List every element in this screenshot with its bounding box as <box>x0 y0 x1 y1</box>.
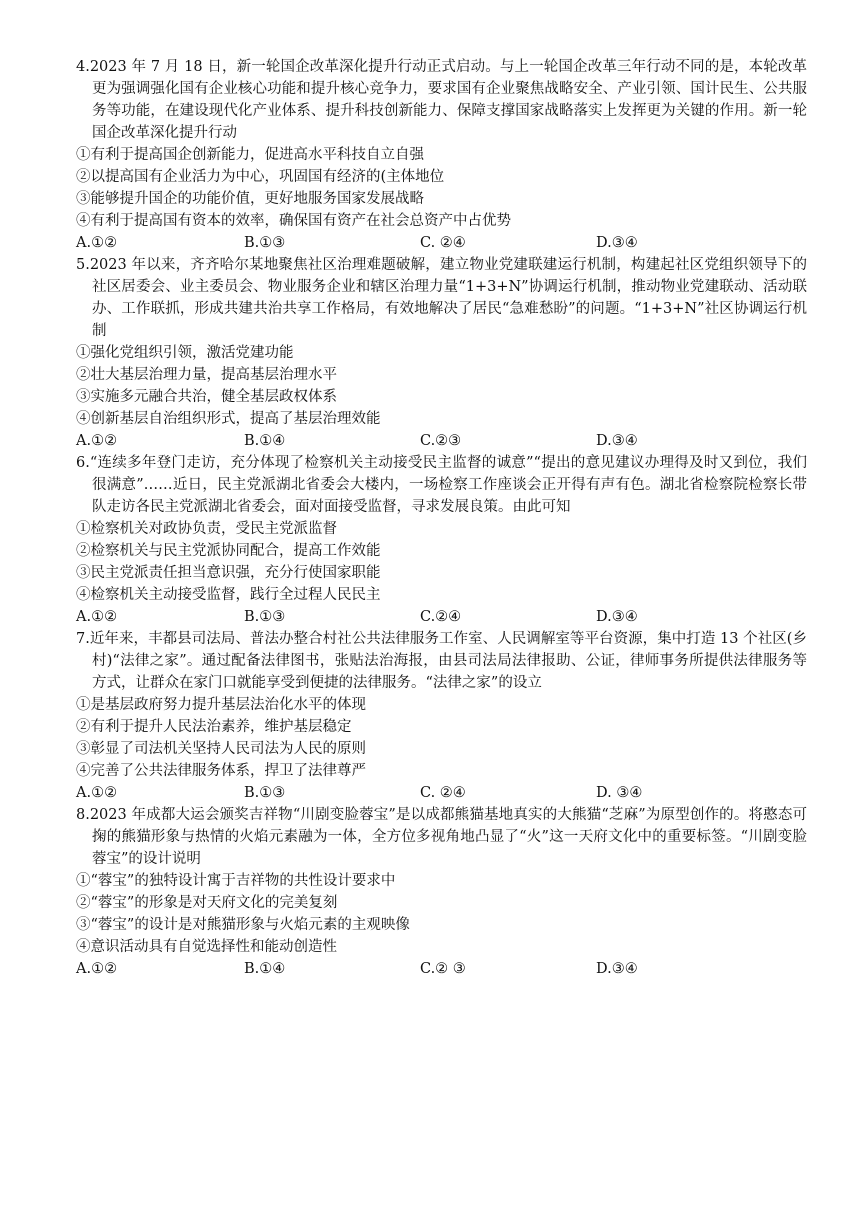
choice-d: D.③④ <box>596 433 638 449</box>
statement-2: ②壮大基层治理力量，提高基层治理水平 <box>76 367 337 383</box>
question-6 <box>76 452 807 628</box>
statement-2: ②“蓉宝”的形象是对天府文化的完美复刻 <box>76 895 338 911</box>
choice-b: B.①④ <box>244 961 286 977</box>
statement-4: ④创新基层自治组织形式，提高了基层治理效能 <box>76 411 381 427</box>
statement-1: ①是基层政府努力提升基层法治化水平的体现 <box>76 697 366 713</box>
statement-3: ③实施多元融合共治，健全基层政权体系 <box>76 389 337 405</box>
choice-d: D.③④ <box>596 961 638 977</box>
question-4 <box>76 56 807 254</box>
choice-a: A.①② <box>76 433 118 449</box>
choice-d: D. ③④ <box>596 785 643 801</box>
choice-b: B.①③ <box>244 609 286 625</box>
answer-choices <box>76 782 807 804</box>
statement-4: ④完善了公共法律服务体系，捍卫了法律尊严 <box>76 763 366 779</box>
question-stem: 8.2023 年成都大运会颁奖吉祥物“川剧变脸蓉宝”是以成都熊猫基地真实的大熊猫“芝麻”为原型创作的。将憨态可掬的熊猫形象与热情的火焰元素融为一体，全方位多视角地凸显了“火”这一天府文化中的重要标签。“川剧变脸蓉宝”的设计说明 <box>76 807 807 867</box>
statement-1: ①“蓉宝”的独特设计寓于吉祥物的共性设计要求中 <box>76 873 396 889</box>
statement-2: ②有利于提升人民法治素养，维护基层稳定 <box>76 719 352 735</box>
choice-b: B.①③ <box>244 235 286 251</box>
statement-3: ③能够提升国企的功能价值，更好地服务国家发展战略 <box>76 191 424 207</box>
statement-2: ②以提高国有企业活力为中心，巩固国有经济的(主体地位 <box>76 169 445 185</box>
choice-c: C.② ③ <box>420 961 466 977</box>
statement-1: ①检察机关对政协负责，受民主党派监督 <box>76 521 337 537</box>
question-8 <box>76 804 807 980</box>
statement-1: ①强化党组织引领，激活党建功能 <box>76 345 294 361</box>
question-stem: 5.2023 年以来，齐齐哈尔某地聚焦社区治理难题破解，建立物业党建联建运行机制，构建起社区党组织领导下的社区居委会、业主委员会、物业服务企业和辖区治理力量“1+3+N”协调运行机制，推动物业党建联动、活动联办、工作联抓，形成共建共治共享工作格局，有效地解决了居民“急难愁盼”的问题。“1+3+N”社区协调运行机制 <box>76 257 807 339</box>
statement-4: ④检察机关主动接受监督，践行全过程人民民主 <box>76 587 381 603</box>
choice-a: A.①② <box>76 609 118 625</box>
choice-c: C. ②④ <box>420 785 466 801</box>
choice-b: B.①③ <box>244 785 286 801</box>
choice-b: B.①④ <box>244 433 286 449</box>
statement-1: ①有利于提高国企创新能力，促进高水平科技自立自强 <box>76 147 424 163</box>
choice-c: C. ②④ <box>420 235 466 251</box>
question-7 <box>76 628 807 804</box>
statement-3: ③“蓉宝”的设计是对熊猫形象与火焰元素的主观映像 <box>76 917 410 933</box>
statement-4: ④有利于提高国有资本的效率，确保国有资产在社会总资产中占优势 <box>76 213 511 229</box>
statement-3: ③民主党派责任担当意识强，充分行使国家职能 <box>76 565 381 581</box>
choice-c: C.②④ <box>420 609 462 625</box>
question-stem: 6.“连续多年登门走访，充分体现了检察机关主动接受民主监督的诚意”“提出的意见建议办理得及时又到位，我们很满意”……近日，民主党派湖北省委会大楼内，一场检察工作座谈会正开得有声有色。湖北省检察院检察长带队走访各民主党派湖北省委会，面对面接受监督，寻求发展良策。由此可知 <box>76 455 807 515</box>
choice-a: A.①② <box>76 235 118 251</box>
question-stem: 4.2023 年 7 月 18 日，新一轮国企改革深化提升行动正式启动。与上一轮国企改革三年行动不同的是，本轮改革更为强调强化国有企业核心功能和提升核心竞争力，要求国有企业聚焦战略安全、产业引领、国计民生、公共服务等功能，在建设现代化产业体系、提升科技创新能力、保障支撑国家战略落实上发挥更为关键的作用。新一轮国企改革深化提升行动 <box>76 59 807 141</box>
answer-choices <box>76 232 807 254</box>
statement-2: ②检察机关与民主党派协同配合，提高工作效能 <box>76 543 381 559</box>
answer-choices <box>76 430 807 452</box>
choice-d: D.③④ <box>596 235 638 251</box>
answer-choices <box>76 606 807 628</box>
answer-choices <box>76 958 807 980</box>
question-stem: 7.近年来，丰都县司法局、普法办整合村社公共法律服务工作室、人民调解室等平台资源，集中打造 13 个社区(乡村)“法律之家”。通过配备法律图书，张贴法治海报，由县司法局法律报助、公证，律师事务所提供法律服务等方式，让群众在家门口就能享受到便捷的法律服务。“法律之家”的设立 <box>76 631 807 691</box>
choice-a: A.①② <box>76 785 118 801</box>
choice-d: D.③④ <box>596 609 638 625</box>
statement-4: ④意识活动具有自觉选择性和能动创造性 <box>76 939 337 955</box>
choice-c: C.②③ <box>420 433 462 449</box>
question-5 <box>76 254 807 452</box>
choice-a: A.①② <box>76 961 118 977</box>
statement-3: ③彰显了司法机关坚持人民司法为人民的原则 <box>76 741 366 757</box>
